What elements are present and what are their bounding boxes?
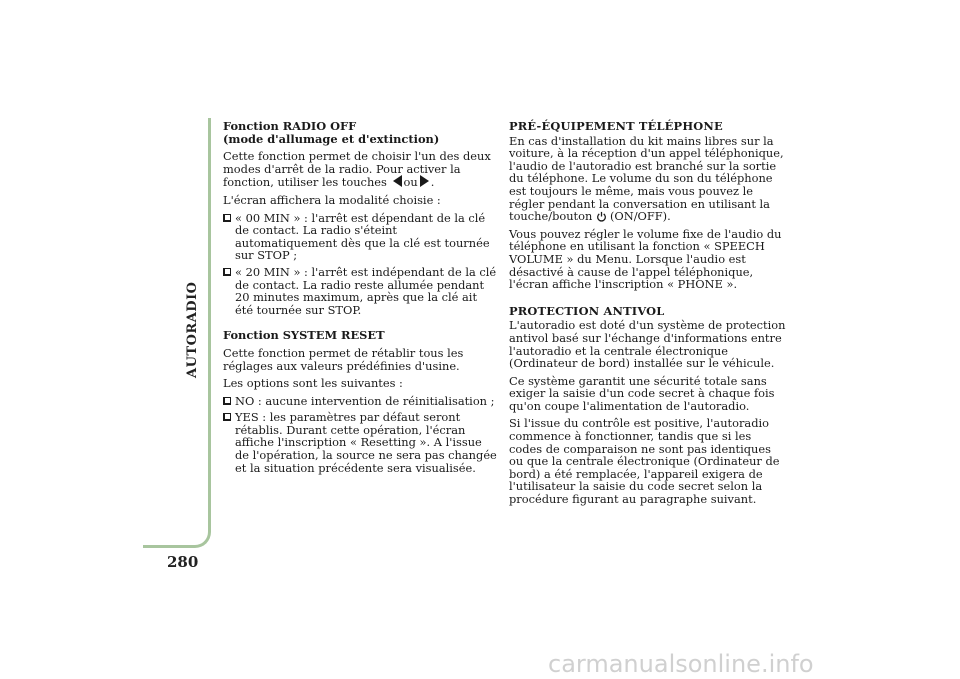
list-item-text: NO : aucune intervention de réinitialisation ; <box>235 393 495 408</box>
list-item-text: « 20 MIN » : l'arrêt est indépendant de la clé de contact. La radio reste allumée pendant 20 minutes maximum, après que la clé ait été tournée sur STOP. <box>235 264 497 317</box>
radio-off-intro-end: . <box>430 175 435 190</box>
left-column <box>223 120 498 478</box>
phone-para-2: Vous pouvez régler le volume fixe de l'audio du téléphone en utilisant la fonction « SPEECH VOLUME » du Menu. Lorsque l'audio est désactivé à cause de l'appel téléphonique, l'écran affiche l'inscription « PHONE ». <box>509 226 782 292</box>
list-item-text: YES : les paramètres par défaut seront rétablis. Durant cette opération, l'écran affiche l'inscription « Resetting ». A l'issue de l'opération, la source ne sera pas changée et la situation précédente sera visualisée. <box>235 410 497 475</box>
section-label: AUTORADIO <box>185 281 200 378</box>
right-column <box>509 120 787 511</box>
antitheft-title: PROTECTION ANTIVOL <box>509 303 665 318</box>
checkbox-bullet-icon <box>223 413 231 421</box>
radio-off-intro-or: ou <box>403 175 418 190</box>
radio-off-subtitle: (mode d'allumage et d'extinction) <box>223 131 440 146</box>
checkbox-bullet-icon <box>223 214 231 222</box>
page-number: 280 <box>167 553 199 571</box>
right-arrow-icon <box>420 175 429 187</box>
phone-title: PRÉ-ÉQUIPEMENT TÉLÉPHONE <box>509 119 723 133</box>
antitheft-para-2: Ce système garantit une sécurité totale sans exiger la saisie d'un code secret à chaque fois qu'on coupe l'alimentation de l'autoradio. <box>509 373 775 413</box>
watermark: carmanualsonline.info <box>548 650 814 678</box>
checkbox-bullet-icon <box>223 268 231 276</box>
radio-off-intro-text: Cette fonction permet de choisir l'un des deux modes d'arrêt de la radio. Pour activer la fonction, utiliser les touches <box>223 149 491 190</box>
checkbox-bullet-icon <box>223 397 231 405</box>
phone-para-1-text: En cas d'installation du kit mains libres sur la voiture, à la réception d'un appel téléphonique, l'audio de l'autoradio est branché sur la sortie du téléphone. Le volume du son du téléphone est toujours le même, mais vous pouvez le régler pendant la conversation en utilisant la touche/bouton <box>509 133 784 224</box>
phone-para-1-end: (ON/OFF). <box>609 209 671 224</box>
radio-off-title: Fonction RADIO OFF <box>223 119 357 133</box>
system-reset-options-intro: Les options sont les suivantes : <box>223 376 403 391</box>
radio-off-intro <box>223 150 498 189</box>
antitheft-para-1: L'autoradio est doté d'un système de protection antivol basé sur l'échange d'informations entre l'autoradio et la centrale électronique (Ordinateur de bord) installée sur le véhicule. <box>509 318 786 371</box>
margin-rule <box>143 118 211 548</box>
phone-para-1 <box>509 135 787 223</box>
antitheft-para-3: Si l'issue du contrôle est positive, l'autoradio commence à fonctionner, tandis que si les codes de comparaison ne sont pas identiques ou que la centrale électronique (Ordinateur de bord) a été remplacée, l'appareil exigera de l'utilisateur la saisie du code secret selon la procédure figurant au paragraphe suivant. <box>509 416 780 507</box>
power-button-icon <box>596 211 607 222</box>
list-item-text: « 00 MIN » : l'arrêt est dépendant de la clé de contact. La radio s'éteint automatiquement dès que la clé est tournée sur STOP ; <box>235 210 490 263</box>
system-reset-intro: Cette fonction permet de rétablir tous les réglages aux valeurs prédéfinies d'usine. <box>223 345 464 373</box>
left-arrow-icon <box>393 175 402 187</box>
list-item <box>223 411 498 474</box>
list-item <box>223 266 498 316</box>
list-item <box>223 395 498 408</box>
system-reset-title: Fonction SYSTEM RESET <box>223 328 385 343</box>
list-item <box>223 212 498 262</box>
radio-off-display: L'écran affichera la modalité choisie : <box>223 192 441 207</box>
